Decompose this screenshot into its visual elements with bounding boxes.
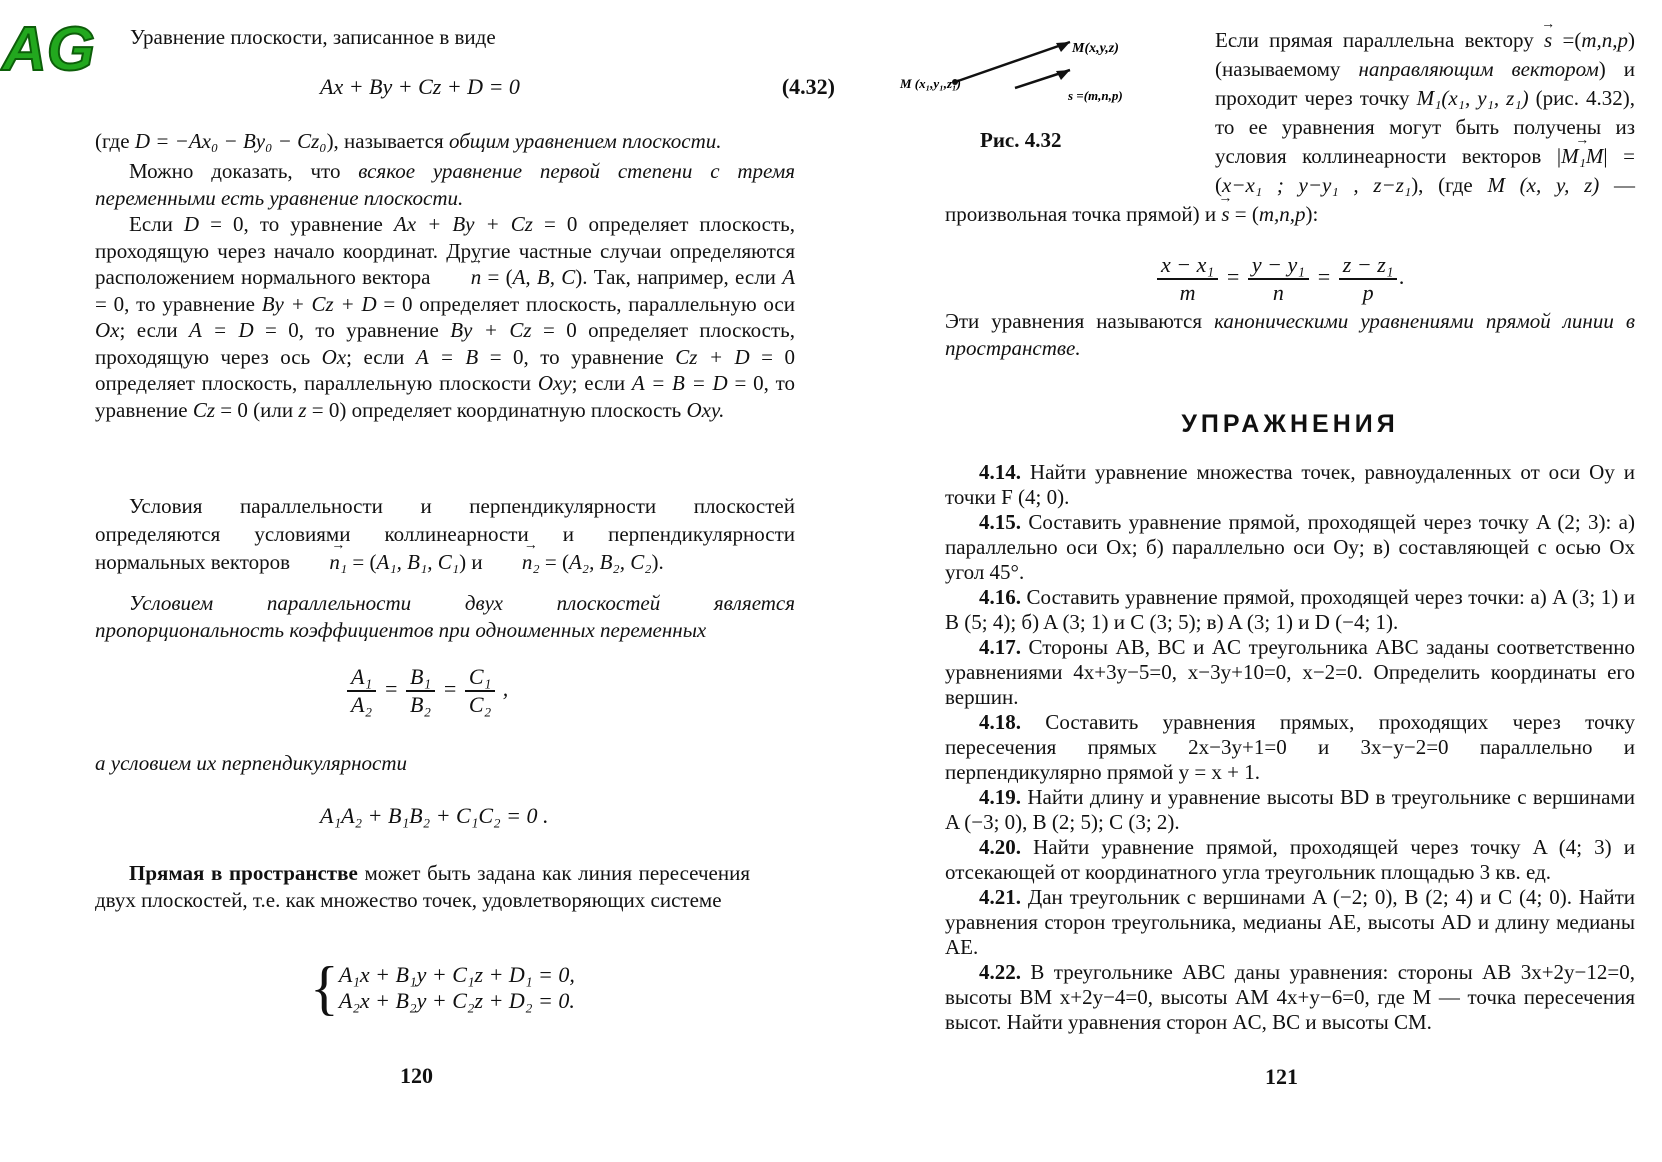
plane-intro: Уравнение плоскости, записанное в виде [130, 25, 496, 49]
perpendicular-condition: а условием их перпендикулярности [95, 751, 408, 775]
canonical-equations: $\frac{\text{x − x₁}}{m}$ = $\frac{\text{y − y₁}}{n}$ = $\frac{\text{z − z₁}}{p}$ . [1155, 252, 1455, 306]
exercise-item: 4.20. Найти уравнение прямой, проходящей через точку A (4; 3) и отсекающей от координатного угла треугольник площадью 3 кв. ед. [945, 835, 1635, 884]
plane-system: { A₁x + B₁y + C₁z + D₁ = 0, A₂x + B₂y + C₂z + D₂ = 0. [310, 955, 575, 1021]
label-M: M(x,y,z) [1072, 41, 1119, 56]
canonical-definition: Эти уравнения называются каноническими уравнениями прямой линии в пространстве. [945, 309, 1635, 360]
left-page [95, 0, 835, 1162]
ag-logo-text: AG [2, 15, 95, 84]
canonical-intro: Если прямая параллельна вектору → s =(m,n,p) (называемому направляющим вектором) и проходит через точку M₁(x₁, y₁, z₁) (рис. 4.32), то ее уравнения могут быть получены из условия коллинеарности векторов |→ M₁M| = (x−x₁ ; y−y₁ , z−z₁), (где M (x, y, z) — произвольная точка прямой) и → s = (m,n,p): [945, 26, 1635, 229]
exercise-item: 4.22. В треугольнике ABC даны уравнения: стороны AB 3x+2y−12=0, высоты BM x+2y−4=0, высоты AM 4x+y−6=0, где M — точка пересечения высот. Найти уравнения сторон AC, BC и высоты CM. [945, 960, 1635, 1034]
right-page [900, 0, 1636, 1162]
conditions-paragraph: Условия параллельности и перпендикулярности плоскостей определяются условиями коллинеарности и перпендикулярности нормальных векторов → n₁ = (A₁, B₁, C₁) и → n₂ = (A₂, B₂, C₂). [95, 492, 795, 576]
exercise-item: 4.16. Составить уравнение прямой, проходящей через точки: а) A (3; 1) и B (5; 4); б) A (3; 1) и C (3; 5); в) A (3; 1) и D (−4; 1). [945, 585, 1635, 634]
exercise-item: 4.17. Стороны AB, BC и AC треугольника ABC заданы соответственно уравнениями 4x+3y−5=0, x−3y+10=0, x−2=0. Определить координаты его вершин. [945, 635, 1635, 709]
label-M1: M (x₁,y₁,z₁) [900, 76, 961, 91]
parallel-fractions: $\frac{\text{A₁}}{\text{A₂}}$ = $\frac{\text{B₁}}{\text{B₂}}$ = $\frac{\text{C₁}}{\text{C₂}}$ , [345, 664, 645, 718]
exercise-item: 4.19. Найти длину и уравнение высоты BD в треугольнике с вершинами A (−3; 0), B (2; 5); C (3; 2). [945, 785, 1635, 834]
exercise-item: 4.14. Найти уравнение множества точек, равноудаленных от оси Oy и точки F (4; 0). [945, 460, 1635, 509]
perpendicular-equation: A₁A₂ + B₁B₂ + C₁C₂ = 0 . [320, 803, 549, 828]
page-number-right: 121 [1265, 1064, 1298, 1089]
ag-logo [0, 0, 95, 92]
general-equation-row [95, 74, 835, 104]
exercise-list [945, 460, 1635, 1035]
general-equation-definition: (где D = −Ax₀ − By₀ − Cz₀), называется общим уравнением плоскости. [95, 129, 722, 153]
system-brace: { [310, 955, 339, 1021]
special-cases-paragraph: Если D = 0, то уравнение Ax + By + Cz = 0 определяет плоскость, проходящую через начало координат. Другие частные случаи определяются расположением нормального вектора → n = (A, B, C). Так, например, если A = 0, то уравнение By + Cz + D = 0 определяет плоскость, параллельную оси Ox; если A = D = 0, то уравнение By + Cz = 0 определяет плоскость, проходящую через ось Ox; если A = B = 0, то уравнение Cz + D = 0 определяет плоскость, параллельную плоскости Oxy; если A = B = D = 0, то уравнение Cz = 0 (или z = 0) определяет координатную плоскость Oxy. [95, 211, 795, 423]
exercise-item: 4.15. Составить уравнение прямой, проходящей через точку A (2; 3): а) параллельно оси Ox; б) параллельно оси Oy; в) составляющей с осью Ox угол 45°. [945, 510, 1635, 584]
first-degree-theorem: Можно доказать, что всякое уравнение первой степени с тремя переменными есть уравнение плоскости. [95, 159, 795, 210]
label-s: s =(m,n,p) [1068, 88, 1123, 103]
line-in-space-paragraph: Прямая в пространстве может быть задана как линия пересечения двух плоскостей, т.е. как множество точек, удовлетворяющих системе [95, 861, 750, 912]
parallel-condition: Условием параллельности двух плоскостей является пропорциональность коэффициентов при одноименных переменных [95, 591, 795, 642]
fraction-c: $\frac{\text{C₁}}{\text{C₂}}$ [465, 664, 495, 718]
general-equation: Ax + By + Cz + D = 0 [320, 74, 520, 99]
figure-caption: Рис. 4.32 [980, 128, 1062, 152]
exercise-item: 4.21. Дан треугольник с вершинами A (−2; 0), B (2; 4) и C (4; 0). Найти уравнения сторон треугольника, медианы AE, высоты AD и длину медианы AE. [945, 885, 1635, 959]
page-number-left: 120 [400, 1063, 433, 1088]
fraction-b: $\frac{\text{B₁}}{\text{B₂}}$ [406, 664, 435, 718]
exercises-heading: УПРАЖНЕНИЯ [1181, 410, 1399, 438]
exercise-item: 4.18. Составить уравнения прямых, проходящих через точку пересечения прямых 2x−3y+1=0 и 3x−y−2=0 параллельно и перпендикулярно прямой y = x + 1. [945, 710, 1635, 784]
fraction-a: $\frac{\text{A₁}}{\text{A₂}}$ [347, 664, 376, 718]
equation-number: (4.32) [781, 74, 835, 99]
